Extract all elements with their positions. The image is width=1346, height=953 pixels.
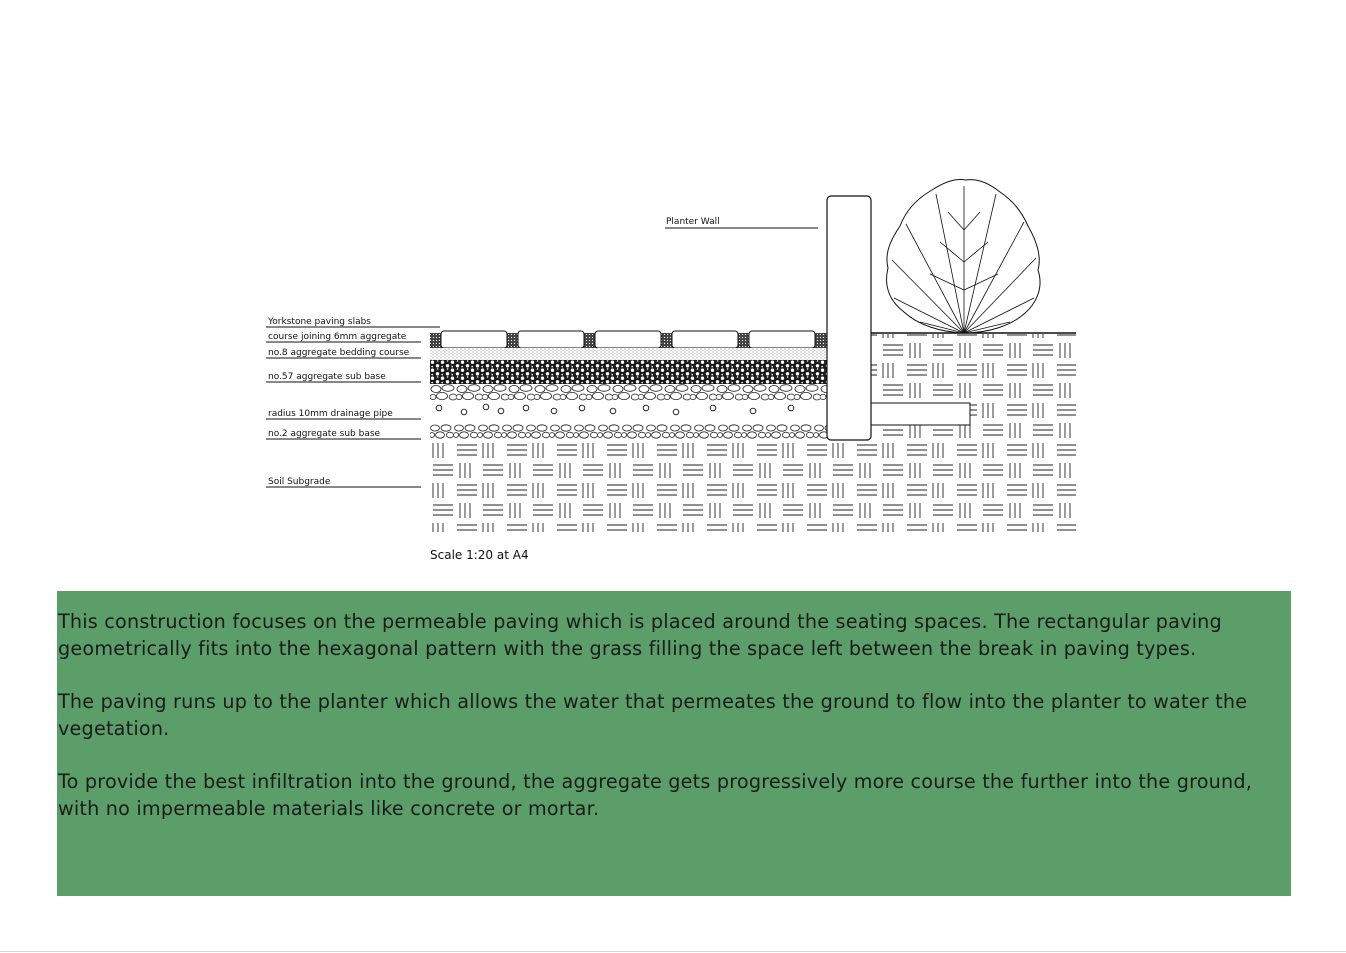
planter-wall (827, 196, 871, 440)
label-course-joining: course joining 6mm aggregate (268, 332, 407, 342)
upper-pebble-layer (430, 384, 827, 402)
drainage-layer (430, 402, 827, 424)
label-planter-wall: Planter Wall (666, 217, 720, 227)
label-yorkstone: Yorkstone paving slabs (268, 317, 371, 327)
label-soil-subgrade: Soil Subgrade (268, 477, 331, 487)
bedding-course-layer (430, 348, 827, 360)
no2-sub-base-layer (430, 424, 827, 440)
label-no57-sub-base: no.57 aggregate sub base (268, 372, 386, 382)
description-paragraph-3: To provide the best infiltration into the ground, the aggregate gets progressively more course the further into the ground, with no impermeable materials like concrete or mortar. (58, 770, 1253, 820)
label-drainage-pipe: radius 10mm drainage pipe (268, 409, 393, 419)
bottom-divider (0, 951, 1346, 952)
shrub-icon (887, 179, 1040, 333)
label-bedding-course: no.8 aggregate bedding course (268, 348, 410, 358)
no57-sub-base-layer (430, 360, 827, 384)
yorkstone-slabs (441, 331, 815, 348)
label-no2-sub-base: no.2 aggregate sub base (268, 429, 381, 439)
description-paragraph-2: The paving runs up to the planter which allows the water that permeates the ground to flow into the planter to water the vegetation. (58, 690, 1248, 740)
description-paragraph-1: This construction focuses on the permeable paving which is placed around the seating spaces. The rectangular paving geometrically fits into the hexagonal pattern with the grass filling the space left between the break in paving types. (58, 610, 1222, 660)
description-panel (57, 591, 1291, 896)
scale-label: Scale 1:20 at A4 (430, 548, 529, 562)
